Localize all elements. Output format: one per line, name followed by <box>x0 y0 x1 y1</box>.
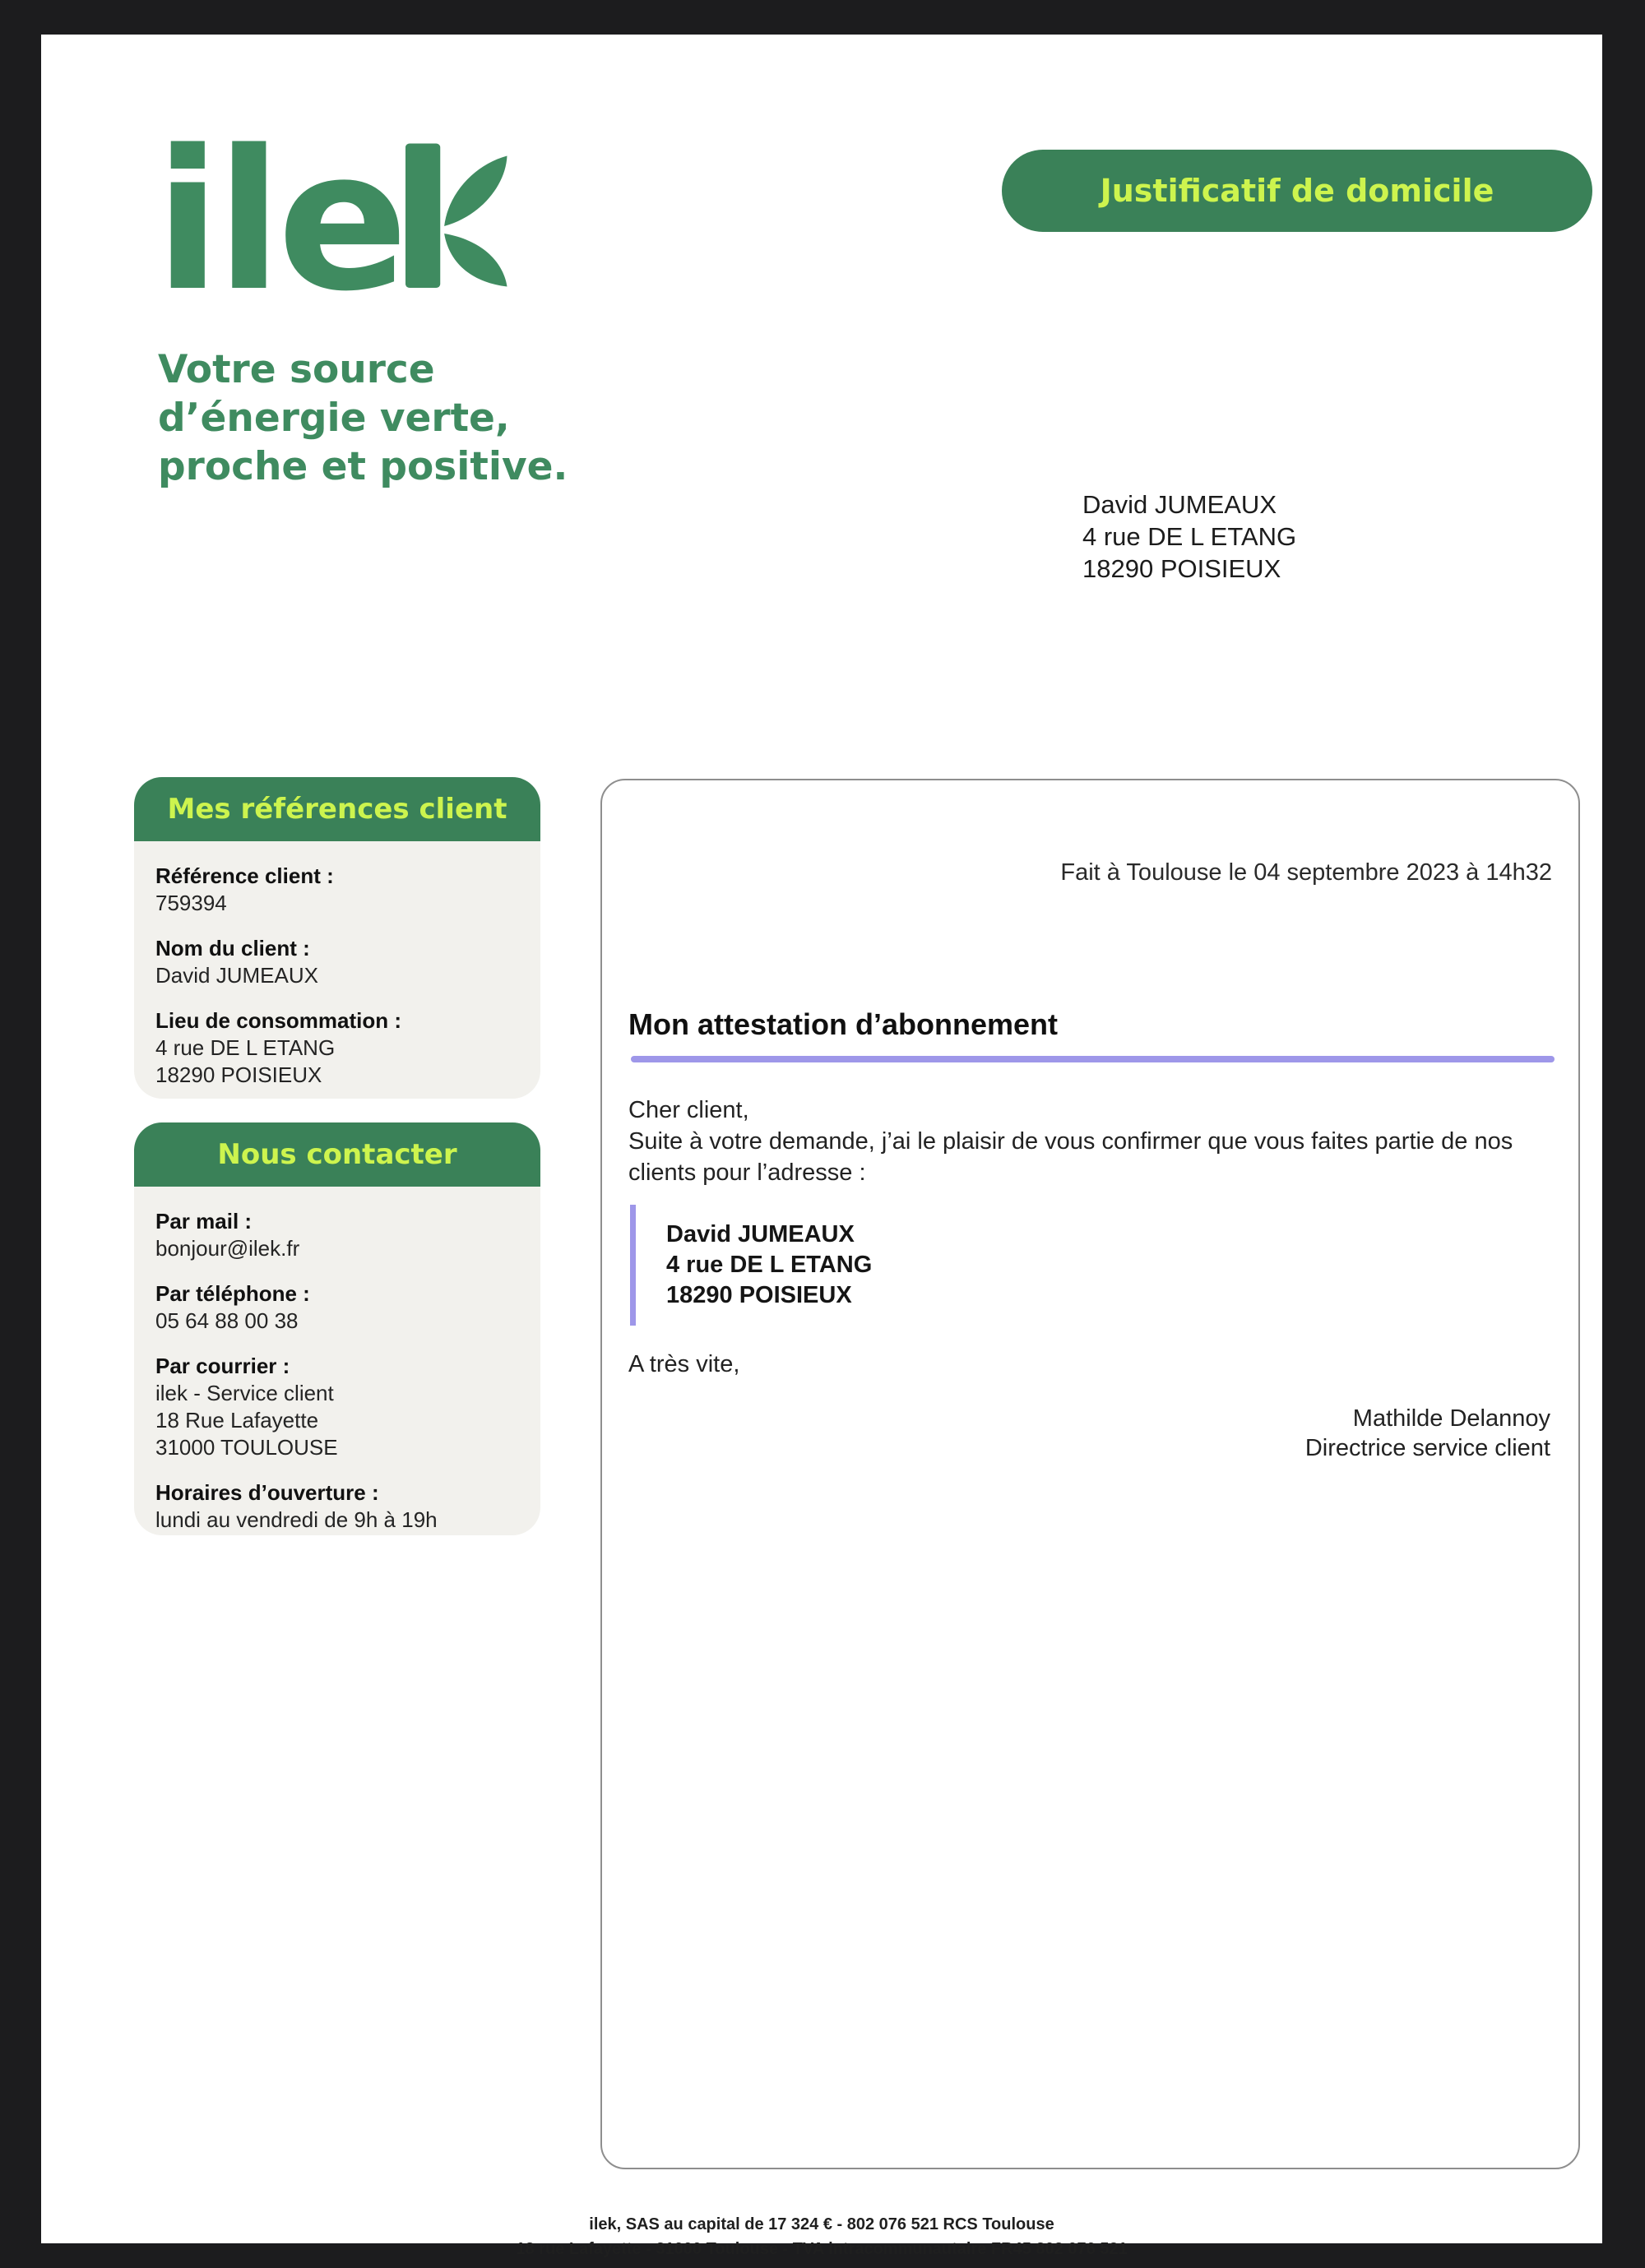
field-client-name <box>155 935 519 989</box>
document-type-badge <box>1002 150 1592 232</box>
client-references-panel-title: Mes références client <box>167 793 507 826</box>
document-page <box>41 35 1602 2258</box>
contact-phone-value: 05 64 88 00 38 <box>155 1308 299 1333</box>
field-consumption-place-label: Lieu de consommation : <box>155 1008 402 1033</box>
letter-title-underline <box>631 1056 1555 1062</box>
opening-hours-value: lundi au vendredi de 9h à 19h <box>155 1507 438 1532</box>
field-consumption-place <box>155 1007 519 1089</box>
letter-paragraph <box>628 1095 1513 1188</box>
ilek-logo-text: ile <box>155 109 404 334</box>
field-client-name-label: Nom du client : <box>155 936 310 960</box>
confirmed-address-city: 18290 POISIEUX <box>666 1282 852 1308</box>
legal-footer-line-1: ilek, SAS au capital de 17 324 € - 802 076 521 RCS Toulouse <box>589 2215 1054 2233</box>
recipient-city: 18290 POISIEUX <box>1082 554 1281 583</box>
recipient-address <box>1082 488 1296 585</box>
letter-body-line-2: clients pour l’adresse : <box>628 1159 866 1186</box>
letter-date-line: Fait à Toulouse le 04 septembre 2023 à 14h32 <box>1060 859 1552 886</box>
field-consumption-place-city: 18290 POISIEUX <box>155 1062 322 1087</box>
contact-panel-header <box>134 1122 540 1187</box>
field-contact-mail-address <box>155 1353 519 1461</box>
field-consumption-place-street: 4 rue DE L ETANG <box>155 1035 336 1060</box>
field-reference-client <box>155 863 519 917</box>
client-references-panel-header <box>134 777 540 841</box>
legal-footer <box>41 2212 1602 2261</box>
contact-postal-line-3: 31000 TOULOUSE <box>155 1435 338 1460</box>
client-references-panel-body <box>134 841 540 1099</box>
contact-email-value: bonjour@ilek.fr <box>155 1236 300 1261</box>
tagline-line-1: Votre source <box>158 347 435 392</box>
brand-tagline <box>158 345 568 491</box>
field-client-name-value: David JUMEAUX <box>155 963 318 988</box>
field-opening-hours-label: Horaires d’ouverture : <box>155 1480 379 1505</box>
confirmed-address-block <box>630 1205 872 1326</box>
recipient-street: 4 rue DE L ETANG <box>1082 522 1297 551</box>
letter-title: Mon attestation d’abonnement <box>628 1007 1058 1041</box>
confirmed-address-name: David JUMEAUX <box>666 1221 855 1247</box>
attestation-letter-card <box>600 779 1580 2169</box>
letter-closing: A très vite, <box>628 1351 740 1377</box>
contact-panel-body <box>134 1187 540 1535</box>
field-opening-hours <box>155 1479 519 1534</box>
legal-footer-line-2: 18 rue Lafayette - 31000 Toulouse - TVA intracommunautaire FR45 802 076 521 <box>516 2240 1128 2258</box>
contact-panel <box>134 1122 540 1535</box>
letter-body-line-1: Suite à votre demande, j’ai le plaisir de vous confirmer que vous faites partie de nos <box>628 1128 1513 1155</box>
signature-name: Mathilde Delannoy <box>1352 1405 1550 1432</box>
field-contact-phone <box>155 1280 519 1335</box>
field-contact-mail <box>155 1208 519 1262</box>
tagline-line-3: proche et positive. <box>158 444 568 489</box>
contact-panel-title: Nous contacter <box>217 1138 457 1171</box>
confirmed-address-street: 4 rue DE L ETANG <box>666 1252 873 1278</box>
signature-role: Directrice service client <box>1304 1435 1550 1461</box>
ilek-logo-k-leaf-icon <box>405 140 512 288</box>
recipient-name: David JUMEAUX <box>1082 490 1277 519</box>
signature-block <box>1305 1404 1550 1463</box>
document-type-badge-label: Justificatif de domicile <box>1100 173 1494 209</box>
field-contact-phone-label: Par téléphone : <box>155 1281 310 1306</box>
field-contact-mail-address-label: Par courrier : <box>155 1354 290 1378</box>
ilek-logo <box>155 109 512 334</box>
field-reference-client-label: Référence client : <box>155 863 334 888</box>
contact-postal-line-1: ilek - Service client <box>155 1381 334 1405</box>
field-contact-mail-label: Par mail : <box>155 1209 253 1234</box>
field-reference-client-value: 759394 <box>155 891 227 915</box>
letter-greeting: Cher client, <box>628 1097 749 1123</box>
contact-postal-line-2: 18 Rue Lafayette <box>155 1408 319 1433</box>
client-references-panel <box>134 777 540 1099</box>
tagline-line-2: d’énergie verte, <box>158 396 510 441</box>
